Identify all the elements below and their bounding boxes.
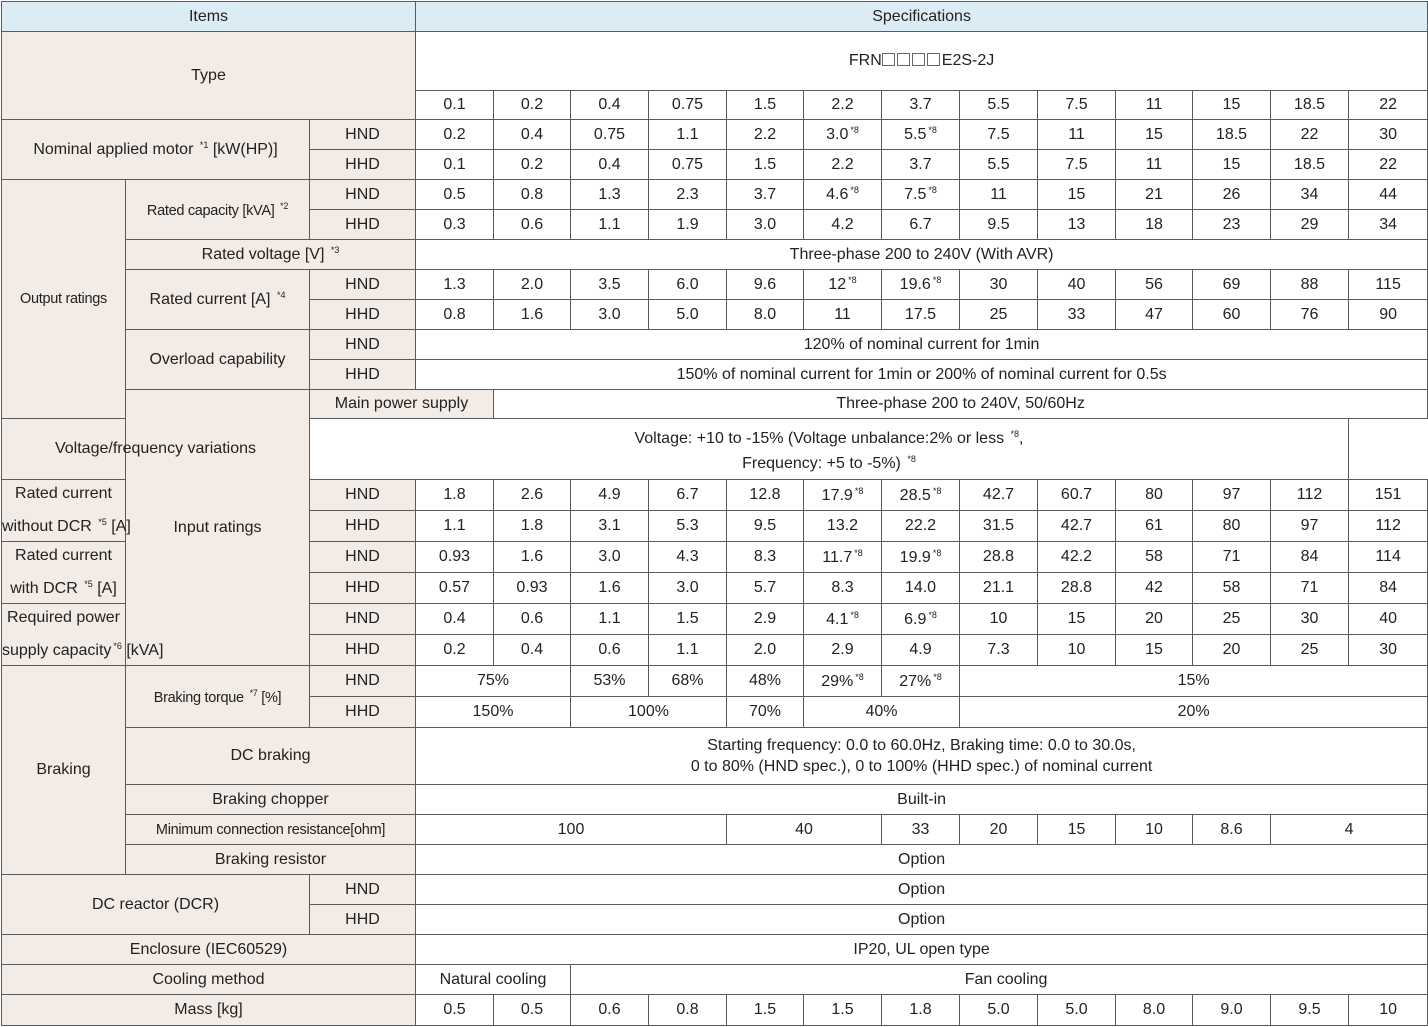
value-cell: 22.2 (882, 511, 960, 542)
model-prefix: FRN (848, 52, 882, 69)
variation-label: Voltage/frequency variations (2, 419, 310, 480)
value-cell: 15 (1193, 91, 1271, 120)
placeholder-box (897, 53, 910, 66)
value-cell: 42.7 (1038, 511, 1116, 542)
value-cell: 25 (1271, 635, 1349, 666)
mode-label: HHD (310, 573, 416, 604)
torque-hnd-row: Braking Braking torque $^{*7}$ [%] HND 75% 53% 68% 48% 29% $^{*8}$ 27% $^{*8}$ 15% (2, 666, 1428, 697)
placeholder-box (912, 53, 925, 66)
resistor-label: Braking resistor (126, 845, 416, 875)
rated-voltage-value: Three-phase 200 to 240V (With AVR) (416, 240, 1428, 270)
value-cell: 18 (1116, 210, 1193, 240)
value-cell: 8.3 (804, 573, 882, 604)
mass-row: Mass [kg] 0.5 0.5 0.6 0.8 1.5 1.5 1.8 5.0 5.0 8.0 9.0 9.5 10 (2, 995, 1428, 1026)
value-cell: 17.5 (882, 300, 960, 330)
value-cell: 0.3 (416, 210, 494, 240)
nodcr-hnd-row: Rated current without DCR $^{*5}$ [A] HND 1.8 2.6 4.9 6.7 12.8 17.9 $^{*8}$ 28.5 $^{*8}$ 42.7 60.7 80 97 112 151 (2, 480, 1428, 511)
value-cell: 0.4 (494, 635, 571, 666)
value-cell: 1.6 (494, 300, 571, 330)
overload-hhd-row: HHD 150% of nominal current for 1min or 200% of nominal current for 0.5s (2, 360, 1428, 390)
braking-label: Braking (2, 666, 126, 875)
value-cell: 31.5 (960, 511, 1038, 542)
mode-hnd: HND (310, 120, 416, 150)
variation-value: Voltage: +10 to -15% (Voltage unbalance:2% or less $^{*8}$, Frequency: +5 to -5%) $^{*8}$ (310, 419, 1349, 480)
value-cell: 2.2 (804, 91, 882, 120)
value-cell: 0.4 (571, 91, 649, 120)
value-cell: 84 (1349, 573, 1428, 604)
value-cell: 71 (1271, 573, 1349, 604)
value-cell: 2.9 (804, 635, 882, 666)
nodcr-label: Rated current without DCR $^{*5}$ [A] (2, 480, 126, 542)
rated-current-label: Rated current [A] $^{*4}$ (126, 270, 310, 330)
overload-label: Overload capability (126, 330, 310, 390)
chopper-row (2, 785, 1428, 815)
value-cell: 1.8 (494, 511, 571, 542)
value-cell: 58 (1193, 573, 1271, 604)
type-model (416, 32, 1428, 91)
value-cell: 61 (1116, 511, 1193, 542)
main-power-label: Main power supply (310, 390, 494, 419)
torque-hhd-row: HHD 150% 100% 70% 40% 20% (2, 697, 1428, 728)
mode-label: HHD (310, 210, 416, 240)
value-cell: 5.5 (960, 91, 1038, 120)
dcr-option-hnd-row: DC reactor (DCR) HND Option (2, 875, 1428, 905)
value-cell: 23 (1193, 210, 1271, 240)
dcr-hnd-row: Rated current with DCR $^{*5}$ [A] HND 0.93 1.6 3.0 4.3 8.3 11.7 $^{*8}$ 19.9 $^{*8}$ 28.8 42.2 58 71 84 114 (2, 542, 1428, 573)
output-ratings-label: Output ratings (2, 180, 126, 419)
value-cell: 3.0 (727, 210, 804, 240)
value-cell: 28.8 (1038, 573, 1116, 604)
value-cell: 1.9 (649, 210, 727, 240)
value-cell: 20 (1193, 635, 1271, 666)
value-cell: 7.3 (960, 635, 1038, 666)
chopper-value: Built-in (416, 785, 1428, 815)
value-cell: 1.1 (416, 511, 494, 542)
value-cell: 0.2 (416, 635, 494, 666)
value-cell: 0.93 (494, 573, 571, 604)
header-row (2, 2, 1428, 32)
value-cell: 30 (1349, 635, 1428, 666)
specifications-header: Specifications (416, 2, 1428, 32)
value-cell: 90 (1349, 300, 1428, 330)
overload-hnd-row: Overload capability HND 120% of nominal current for 1min (2, 330, 1428, 360)
rated-voltage-label: Rated voltage [V] $^{*3}$ (126, 240, 416, 270)
value-cell: 0.8 (416, 300, 494, 330)
value-cell: 47 (1116, 300, 1193, 330)
motor-label: Nominal applied motor $^{*1}$ [kW(HP)] (2, 120, 310, 180)
mode-label: HHD (310, 635, 416, 666)
value-cell: 11 (1116, 91, 1193, 120)
placeholder-box (882, 53, 895, 66)
value-cell: 8.0 (727, 300, 804, 330)
min-resistance-label: Minimum connection resistance[ohm] (126, 815, 416, 845)
value-cell: 5.0 (649, 300, 727, 330)
value-cell: 5.7 (727, 573, 804, 604)
value-cell: 1.5 (727, 91, 804, 120)
value-cell: 18.5 (1271, 91, 1349, 120)
value-cell: 14.0 (882, 573, 960, 604)
value-cell: 6.7 (882, 210, 960, 240)
value-cell: 0.57 (416, 573, 494, 604)
value-cell: 3.0 (571, 300, 649, 330)
value-cell: 9.5 (960, 210, 1038, 240)
value-cell: 21.1 (960, 573, 1038, 604)
value-cell: 97 (1271, 511, 1349, 542)
value-cell: 10 (1038, 635, 1116, 666)
type-row (2, 32, 1428, 91)
value-cell: 0.2 (494, 91, 571, 120)
overload-hhd-value: 150% of nominal current for 1min or 200% of nominal current for 0.5s (416, 360, 1428, 390)
mass-label: Mass [kg] (2, 995, 416, 1026)
enclosure-label: Enclosure (IEC60529) (2, 935, 416, 965)
enclosure-row (2, 935, 1428, 965)
value-cell: 0.75 (649, 91, 727, 120)
value-cell: 3.0 (649, 573, 727, 604)
value-cell: 9.5 (727, 511, 804, 542)
min-resistance-row: Minimum connection resistance[ohm] 100 40 33 20 15 10 8.6 4 (2, 815, 1428, 845)
value-cell: 4.2 (804, 210, 882, 240)
dcr-current-label: Rated current with DCR $^{*5}$ [A] (2, 542, 126, 604)
dcr-option-hhd-row: HHD Option (2, 905, 1428, 935)
value-cell: 25 (960, 300, 1038, 330)
value-cell: 0.1 (416, 91, 494, 120)
cooling-fan: Fan cooling (571, 965, 1428, 995)
dc-braking-row (2, 728, 1428, 785)
value-cell: 112 (1349, 511, 1428, 542)
mode-label: HHD (310, 511, 416, 542)
resistor-row (2, 845, 1428, 875)
value-cell: 0.6 (571, 635, 649, 666)
value-cell: 80 (1193, 511, 1271, 542)
value-cell: 42 (1116, 573, 1193, 604)
value-cell: 7.5 (1038, 91, 1116, 120)
items-header: Items (2, 2, 416, 32)
value-cell: 2.0 (727, 635, 804, 666)
type-label: Type (2, 32, 416, 120)
cooling-row (2, 965, 1428, 995)
rated-capacity-label: Rated capacity [kVA] $^{*2}$ (126, 180, 310, 240)
value-cell: 60 (1193, 300, 1271, 330)
cooling-label: Cooling method (2, 965, 416, 995)
mode-hhd: HHD (310, 150, 416, 180)
value-cell: 1.1 (649, 635, 727, 666)
resistor-value: Option (416, 845, 1428, 875)
psc-label: Required power supply capacity $^{*6}$ [kVA] (2, 604, 126, 666)
capacity-hnd-row: Output ratings Rated capacity [kVA] $^{*2}$ HND 0.5 0.8 1.3 2.3 3.7 4.6 $^{*8}$ 7.5 $^{*8}$ 11 15 21 26 34 44 (2, 180, 1428, 210)
model-suffix: E2S-2J (941, 52, 995, 69)
value-cell: 33 (1038, 300, 1116, 330)
psc-hnd-row: Required power supply capacity $^{*6}$ [kVA] HND 0.4 0.6 1.1 1.5 2.9 4.1 $^{*8}$ 6.9 $^{*8}$ 10 15 20 25 30 40 (2, 604, 1428, 635)
value-cell: 22 (1349, 91, 1428, 120)
value-cell: 13 (1038, 210, 1116, 240)
value-cell: 0.6 (494, 210, 571, 240)
variation-row (2, 419, 1428, 480)
value-cell: 13.2 (804, 511, 882, 542)
value-cell: 3.7 (882, 91, 960, 120)
dc-reactor-label: DC reactor (DCR) (2, 875, 310, 935)
value-cell: 11 (804, 300, 882, 330)
value-cell: 5.3 (649, 511, 727, 542)
specifications-table (1, 1, 1428, 1026)
dc-braking-value: Starting frequency: 0.0 to 60.0Hz, Braking time: 0.0 to 30.0s, 0 to 80% (HND spec.), 0 to 100% (HHD spec.) of nominal current (416, 728, 1428, 785)
value-cell: 29 (1271, 210, 1349, 240)
value-cell: 15 (1116, 635, 1193, 666)
value-cell: 4.9 (882, 635, 960, 666)
overload-hnd-value: 120% of nominal current for 1min (416, 330, 1428, 360)
value-cell: 76 (1271, 300, 1349, 330)
value-cell: 1.1 (571, 210, 649, 240)
value-cell: 1.6 (571, 573, 649, 604)
enclosure-value: IP20, UL open type (416, 935, 1428, 965)
voltage-row (2, 240, 1428, 270)
cooling-natural: Natural cooling (416, 965, 571, 995)
placeholder-box (927, 53, 940, 66)
motor-hnd-row: Nominal applied motor $^{*1}$ [kW(HP)] HND 0.2 0.4 0.75 1.1 2.2 3.0 $^{*8}$ 5.5 $^{*8}$ 7.5 11 15 18.5 22 30 (2, 120, 1428, 150)
main-power-value: Three-phase 200 to 240V, 50/60Hz (494, 390, 1428, 419)
chopper-label: Braking chopper (126, 785, 416, 815)
input-ratings-label: Input ratings (126, 390, 310, 666)
mode-label: HHD (310, 300, 416, 330)
current-hnd-row: Rated current [A] $^{*4}$ HND 1.3 2.0 3.5 6.0 9.6 12 $^{*8}$ 19.6 $^{*8}$ 30 40 56 69 88 115 (2, 270, 1428, 300)
dc-braking-label: DC braking (126, 728, 416, 785)
braking-torque-label: Braking torque $^{*7}$ [%] (126, 666, 310, 728)
main-power-row (2, 390, 1428, 419)
motor-hhd-row: HHD 0.1 0.2 0.4 0.75 1.5 2.2 3.7 5.5 7.5 11 15 18.5 22 (2, 150, 1428, 180)
value-cell: 3.1 (571, 511, 649, 542)
value-cell: 34 (1349, 210, 1428, 240)
